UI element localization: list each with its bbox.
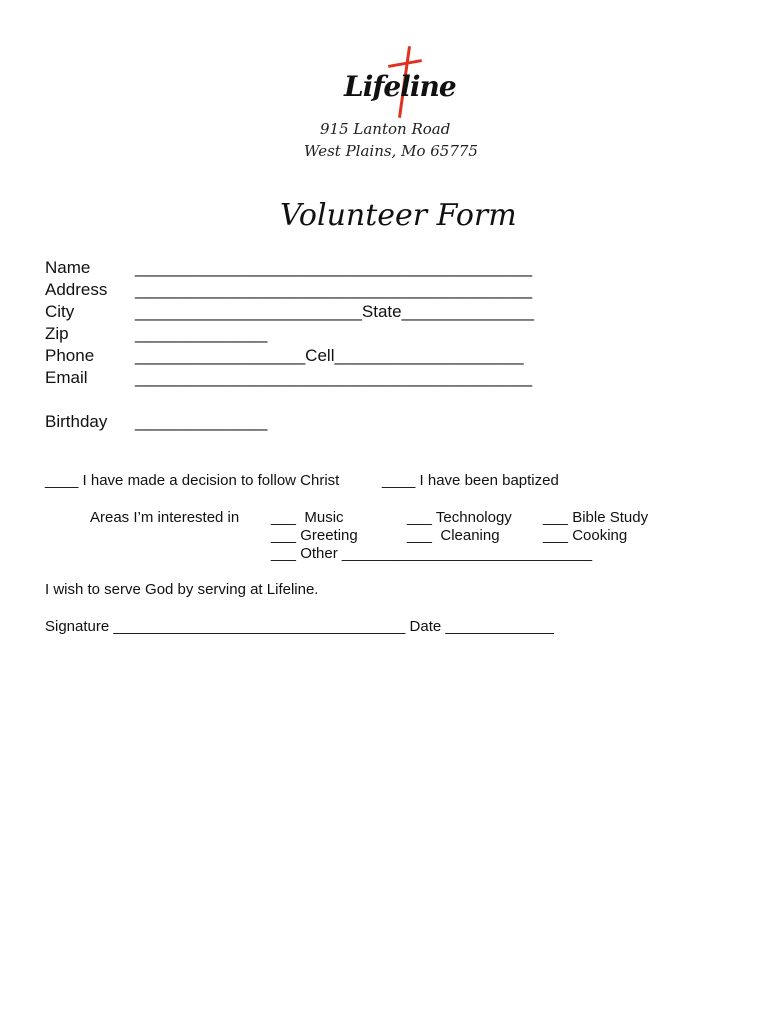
form-title: Volunteer Form	[280, 198, 517, 233]
email-field[interactable]: __________________________________________	[135, 368, 533, 387]
city-label: City	[45, 302, 75, 321]
name-label: Name	[45, 258, 91, 277]
signature-date-line[interactable]: Signature ___________________________________ Date _____________	[45, 618, 554, 635]
interest-music[interactable]: ___ Music	[271, 509, 344, 526]
zip-label: Zip	[45, 324, 69, 343]
name-field[interactable]: __________________________________________	[135, 258, 533, 277]
birthday-label: Birthday	[45, 412, 108, 431]
phone-label: Phone	[45, 346, 95, 365]
address-line-1: 915 Lanton Road	[320, 120, 451, 138]
interest-bible-study[interactable]: ___ Bible Study	[543, 509, 649, 526]
baptized-statement[interactable]: ____ I have been baptized	[382, 472, 559, 489]
address-line-2: West Plains, Mo 65775	[304, 142, 478, 160]
zip-field[interactable]: ______________	[135, 324, 268, 343]
interest-technology[interactable]: ___ Technology	[407, 509, 512, 526]
interests-label: Areas I’m interested in	[90, 509, 240, 526]
interest-cooking[interactable]: ___ Cooking	[543, 527, 628, 544]
decision-statement[interactable]: ____ I have made a decision to follow Christ	[45, 472, 340, 489]
address-label: Address	[45, 280, 108, 299]
email-label: Email	[45, 368, 88, 387]
interest-other[interactable]: ___ Other ______________________________	[271, 545, 593, 562]
address-field[interactable]: __________________________________________	[135, 280, 533, 299]
interest-greeting[interactable]: ___ Greeting	[271, 527, 358, 544]
lifeline-logo	[330, 40, 456, 120]
logo-text: Lifeline	[344, 70, 456, 103]
interest-cleaning[interactable]: ___ Cleaning	[407, 527, 500, 544]
serve-statement: I wish to serve God by serving at Lifeline.	[45, 581, 319, 598]
city-state-field[interactable]: ________________________State______________	[135, 302, 534, 321]
birthday-field[interactable]: ______________	[135, 412, 268, 431]
phone-cell-field[interactable]: __________________Cell____________________	[135, 346, 524, 365]
